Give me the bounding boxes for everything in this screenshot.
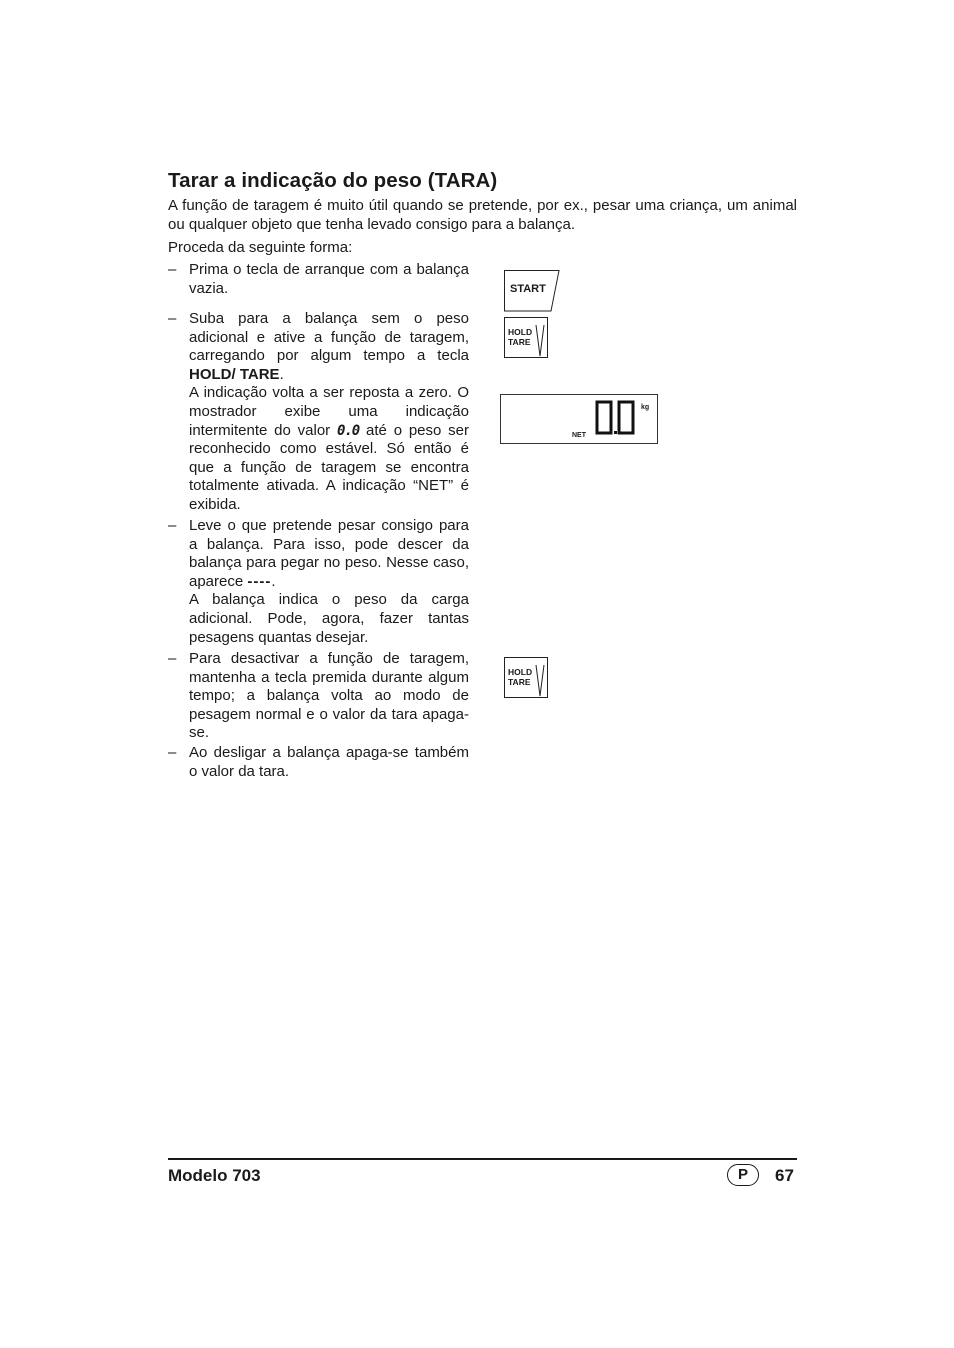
tare-key-ref: TARE: [239, 365, 280, 383]
hold-tare-key-illustration: [504, 657, 548, 698]
page-number: 67: [775, 1166, 794, 1185]
hold-tare-key-label: HOLD TARE: [508, 667, 533, 687]
page-title: Tarar a indicação do peso (TARA): [168, 169, 498, 192]
display-unit: kg: [641, 404, 650, 411]
seven-segment-zero-icon: [593, 399, 639, 437]
hold-tare-key-label: HOLD TARE: [508, 327, 533, 347]
step-3-detail: A balança indica o peso da carga adicional. Pode, agora, fazer tantas pesagens quantas desejar.: [189, 591, 469, 646]
step-1: [168, 261, 469, 298]
proceed-paragraph: Proceda da seguinte forma:: [168, 239, 353, 256]
start-key-label: START: [510, 283, 546, 295]
intro-paragraph: A função de taragem é muito útil quando se pretende, por ex., pesar uma criança, um animal ou qualquer objeto que tenha levado consigo para a balança.: [168, 197, 797, 233]
step-5: [168, 744, 469, 781]
scale-display-illustration: [500, 394, 658, 444]
step-3-text: Leve o que pretende pesar consigo para a balança. Para isso, pode descer da balança para pegar no peso. Nesse caso, aparece ----.: [189, 517, 469, 590]
footer-rule: [168, 1158, 797, 1160]
bullet-dash: –: [168, 261, 177, 278]
step-2-text: Suba para a balança sem o peso adicional e ative a função de taragem, carregando por algum tempo a tecla HOLD/ TARE.: [189, 310, 469, 383]
start-key-illustration: [504, 270, 559, 311]
hold-tare-key-illustration: [504, 317, 548, 358]
step-2: [168, 310, 469, 515]
footer-model: Modelo 703: [168, 1166, 261, 1185]
bullet-dash: –: [168, 517, 177, 534]
step-4-text: Para desactivar a função de taragem, mantenha a tecla premida durante algum tempo; a balança volta ao modo de pesagem normal e o valor da tara apaga-se.: [189, 650, 469, 742]
display-net-indicator: NET: [572, 432, 586, 439]
dash-indicator-glyph: ----: [247, 572, 272, 590]
step-2-detail: A indicação volta a ser reposta a zero. O mostrador exibe uma indicação intermitente do valor 0.0 até o peso ser reconhecido como estável. Só então é que a função de taragem se encontra totalmente ativada. A indicação “NET” é exibida.: [189, 384, 469, 513]
step-5-text: Ao desligar a balança apaga-se também o valor da tara.: [189, 744, 469, 780]
zero-value-glyph: 0.0: [336, 422, 360, 439]
bullet-dash: –: [168, 310, 177, 327]
bullet-dash: –: [168, 744, 177, 761]
step-4: [168, 650, 469, 743]
step-1-text: Prima o tecla de arranque com a balança vazia.: [189, 261, 469, 297]
bullet-dash: –: [168, 650, 177, 667]
step-3: [168, 517, 469, 647]
hold-key-ref: HOLD: [189, 365, 232, 383]
language-badge: P: [727, 1164, 759, 1186]
